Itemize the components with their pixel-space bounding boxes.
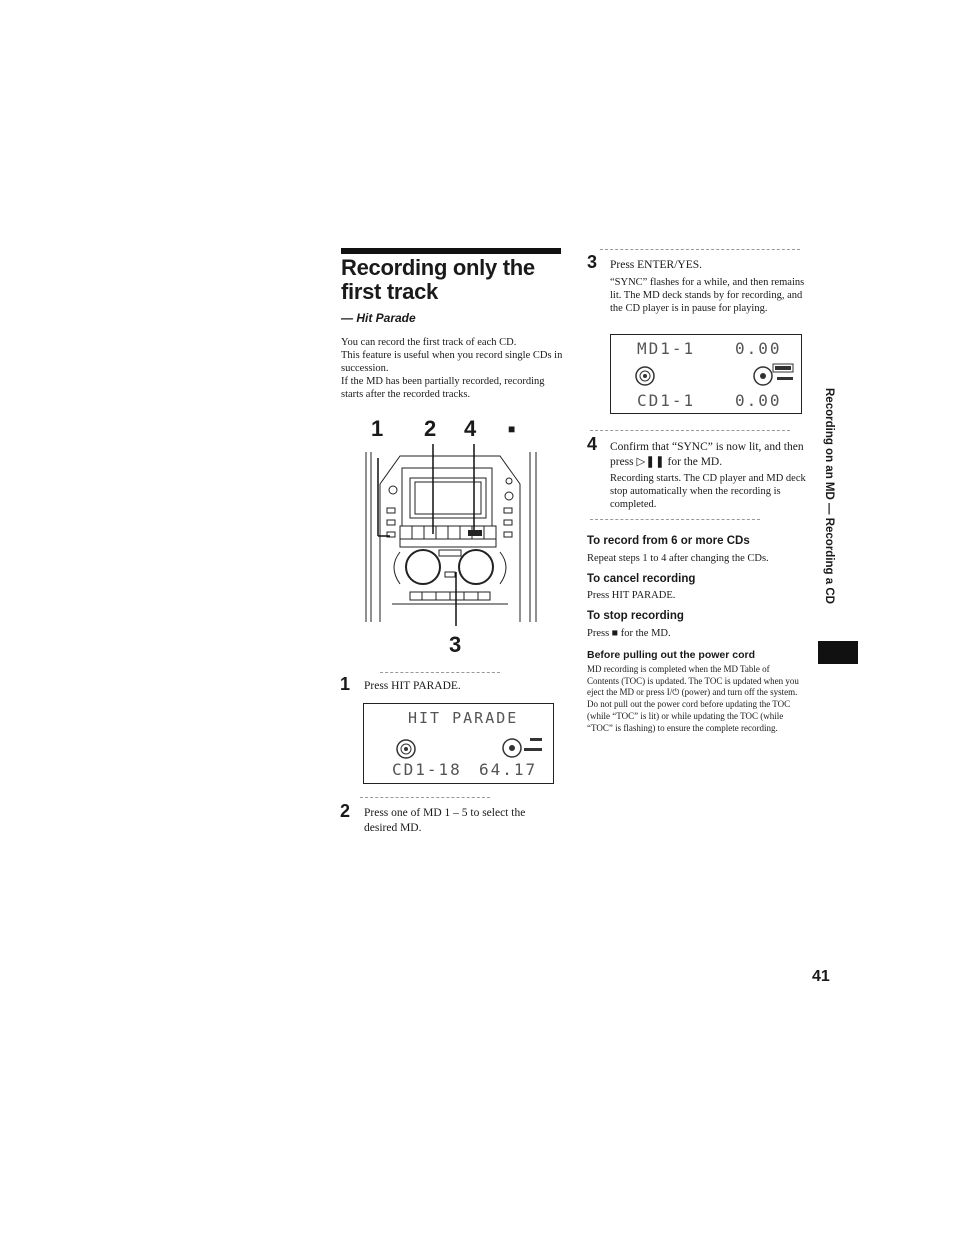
page-title: Recording only the first track <box>341 255 535 304</box>
lcd-time: 64.17 <box>479 760 538 779</box>
page-number: 41 <box>812 968 830 985</box>
disc-icon <box>633 365 657 387</box>
divider <box>590 430 790 431</box>
step-2-number: 2 <box>340 801 351 821</box>
lcd-cd-track: CD1-1 <box>637 391 696 410</box>
intro-line: If the MD has been partially recorded, recording starts after the recorded tracks. <box>341 376 545 400</box>
section-body: Repeat steps 1 to 4 after changing the CDs. <box>587 553 769 564</box>
divider <box>600 249 800 250</box>
section-marker-block <box>818 641 858 664</box>
divider <box>360 797 490 798</box>
section-heading: To stop recording <box>587 610 684 622</box>
diagram-label-4: 4 <box>464 416 477 441</box>
step-4-detail: Recording starts. The CD player and MD deck stop automatically when the recording is completed. <box>610 473 806 510</box>
step-3-number: 3 <box>587 252 598 272</box>
divider <box>380 672 500 673</box>
lcd-display-sync <box>610 334 802 414</box>
lcd-display-hit-parade <box>363 703 554 784</box>
page-subtitle: — Hit Parade <box>341 311 416 325</box>
note-body: MD recording is completed when the MD Table of Contents (TOC) is updated. The TOC is updated when you eject the MD or press I/⏻ (power) and turn off the system. Do not pull out the power cord before updating the TOC (while “TOC” is lit) or while updating the TOC (while “TOC” is flashing) to ensure the complete recording. <box>587 664 799 733</box>
stereo-front-panel-illustration <box>360 444 542 626</box>
step-3-text: Press ENTER/YES. <box>610 259 702 271</box>
lcd-md-time: 0.00 <box>735 339 782 358</box>
intro-line: You can record the first track of each CD. <box>341 337 517 348</box>
intro-text <box>341 336 563 401</box>
diagram-label-2: 2 <box>424 416 437 441</box>
disc-icon <box>394 738 418 760</box>
lcd-cd-track: CD1-18 <box>392 760 462 779</box>
step-4-number: 4 <box>587 434 598 454</box>
diagram-label-3: 3 <box>449 632 462 657</box>
heading-rule <box>341 248 561 254</box>
divider <box>590 519 760 520</box>
sync-md-icon <box>749 361 797 387</box>
note-heading: Before pulling out the power cord <box>587 649 755 661</box>
step-4-text: Confirm that “SYNC” is now lit, and then press ▷❚❚ for the MD. <box>610 441 804 468</box>
step-3-detail: “SYNC” flashes for a while, and then remains lit. The MD deck stands by for recording, and the CD player is in pause for playing. <box>610 277 805 314</box>
lcd-hit-parade-text: HIT PARADE <box>408 709 519 727</box>
section-body: Press ■ for the MD. <box>587 628 671 639</box>
section-heading: To record from 6 or more CDs <box>587 535 750 547</box>
md-disc-icon <box>496 734 546 760</box>
step-2-text: Press one of MD 1 – 5 to select the desired MD. <box>364 807 526 834</box>
section-body: Press HIT PARADE. <box>587 590 676 601</box>
lcd-md-track: MD1-1 <box>637 339 696 358</box>
step-1-text: Press HIT PARADE. <box>364 680 461 692</box>
section-heading: To cancel recording <box>587 573 696 585</box>
lcd-cd-time: 0.00 <box>735 391 782 410</box>
side-tab-label: Recording on an MD — Recording a CD <box>823 388 835 604</box>
diagram-label-1: 1 <box>371 416 384 441</box>
side-tab <box>819 388 835 638</box>
intro-line: This feature is useful when you record single CDs in succession. <box>341 350 563 374</box>
step-1-number: 1 <box>340 674 351 694</box>
diagram-label-stop: ■ <box>508 422 516 436</box>
